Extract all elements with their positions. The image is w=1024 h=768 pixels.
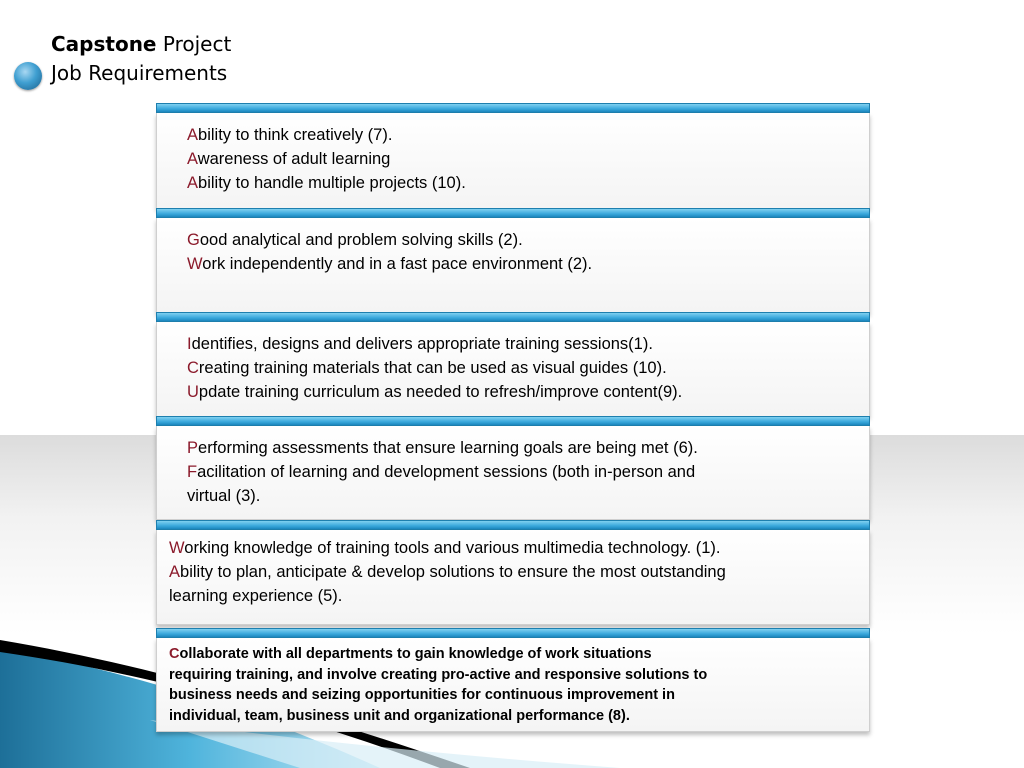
requirement-card — [156, 638, 870, 732]
requirement-block-3 — [156, 312, 870, 417]
bullet-orb-icon — [14, 62, 42, 90]
title-bold: Capstone — [51, 32, 157, 56]
requirement-line: Update training curriculum as needed to refresh/improve content(9). — [187, 383, 683, 401]
requirement-line: Facilitation of learning and development sessions (both in-person and — [187, 463, 696, 481]
requirement-line: Awareness of adult learning — [187, 150, 391, 168]
requirement-line: Ability to handle multiple projects (10). — [187, 174, 466, 192]
requirement-line: virtual (3). — [187, 487, 261, 505]
requirement-line: Identifies, designs and delivers appropriate training sessions(1). — [187, 335, 653, 353]
requirement-card — [156, 426, 870, 520]
requirement-block-4 — [156, 416, 870, 520]
requirement-card — [156, 113, 870, 209]
block-header-bar — [156, 103, 870, 113]
slide-title — [51, 30, 231, 88]
requirement-line: Good analytical and problem solving skills (2). — [187, 231, 523, 249]
requirement-card — [156, 322, 870, 417]
requirement-line: Work independently and in a fast pace environment (2). — [187, 255, 593, 273]
requirement-line: Creating training materials that can be used as visual guides (10). — [187, 359, 667, 377]
requirement-block-6 — [156, 628, 870, 732]
block-header-bar — [156, 628, 870, 638]
requirement-line: Ability to think creatively (7). — [187, 126, 393, 144]
requirement-line: business needs and seizing opportunities for continuous improvement in — [169, 687, 675, 703]
requirement-line: Working knowledge of training tools and various multimedia technology. (1). — [169, 539, 721, 557]
title-subtitle: Job Requirements — [51, 61, 228, 85]
requirement-line: requiring training, and involve creating pro-active and responsive solutions to — [169, 666, 708, 683]
requirement-block-5 — [156, 520, 870, 625]
requirement-line: Performing assessments that ensure learning goals are being met (6). — [187, 439, 698, 457]
block-header-bar — [156, 520, 870, 530]
requirement-line: Collaborate with all departments to gain knowledge of work situations — [169, 646, 652, 662]
requirement-line: learning experience (5). — [169, 587, 343, 605]
requirement-card — [156, 218, 870, 314]
requirement-line: Ability to plan, anticipate & develop solutions to ensure the most outstanding — [169, 563, 726, 581]
requirement-line: individual, team, business unit and organizational performance (8). — [169, 707, 630, 724]
requirement-card — [156, 530, 870, 625]
requirement-block-1 — [156, 103, 870, 209]
title-rest: Project — [156, 32, 232, 56]
block-header-bar — [156, 208, 870, 218]
block-header-bar — [156, 416, 870, 426]
requirement-block-2 — [156, 208, 870, 314]
block-header-bar — [156, 312, 870, 322]
